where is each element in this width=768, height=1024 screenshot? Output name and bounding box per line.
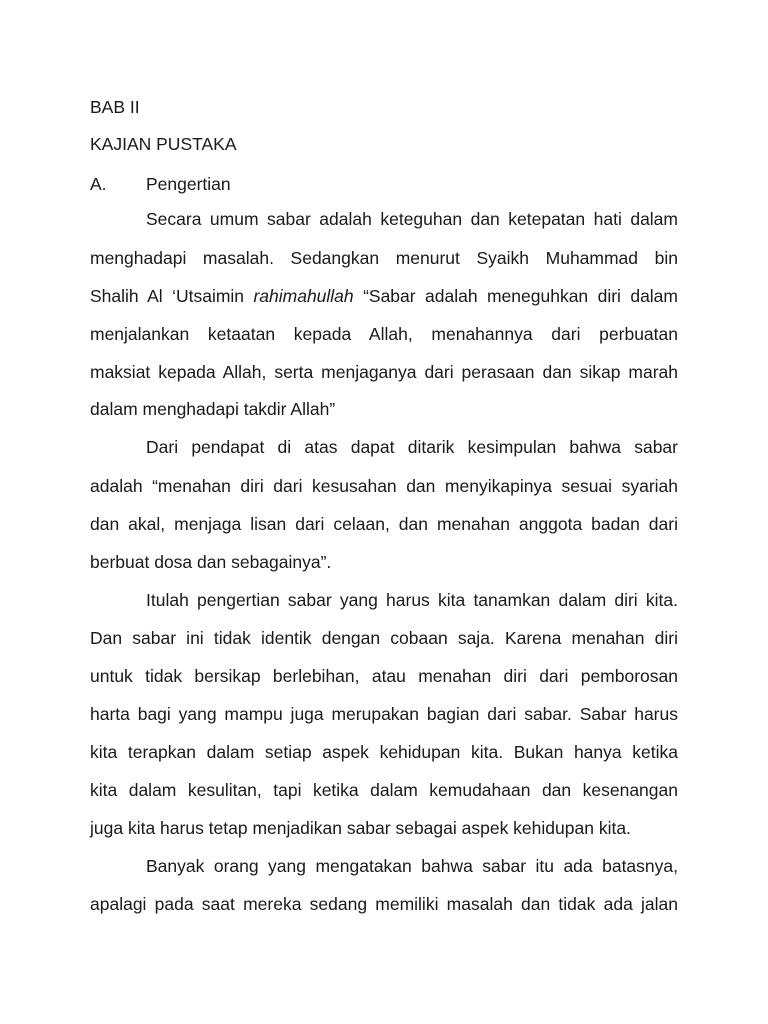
paragraph-1-line-1: Secara umum sabar adalah keteguhan dan ketepatan hati dalam: [146, 209, 678, 229]
paragraph-1-italic-term: rahimahullah: [253, 286, 354, 306]
section-number: A.: [90, 174, 107, 194]
paragraph-1-line-4: menjalankan ketaatan kepada Allah, menahannya dari perbuatan: [90, 324, 678, 344]
paragraph-1-line-3: [90, 285, 678, 307]
paragraph-1-line-5: maksiat kepada Allah, serta menjaganya dari perasaan dan sikap marah: [90, 362, 678, 382]
paragraph-3-line-1: Itulah pengertian sabar yang harus kita tanamkan dalam diri kita.: [146, 590, 678, 610]
paragraph-3-line-7: juga kita harus tetap menjadikan sabar sebagai aspek kehidupan kita.: [90, 818, 631, 838]
paragraph-3-line-3: untuk tidak bersikap berlebihan, atau menahan diri dari pemborosan: [90, 666, 678, 686]
chapter-title: KAJIAN PUSTAKA: [90, 134, 237, 154]
paragraph-3-line-5: kita terapkan dalam setiap aspek kehidupan kita. Bukan hanya ketika: [90, 742, 678, 762]
paragraph-1-line-2: menghadapi masalah. Sedangkan menurut Syaikh Muhammad bin: [90, 248, 678, 268]
paragraph-2-line-3: dan akal, menjaga lisan dari celaan, dan menahan anggota badan dari: [90, 514, 678, 534]
paragraph-4-line-2: apalagi pada saat mereka sedang memiliki masalah dan tidak ada jalan: [90, 894, 678, 914]
paragraph-1-line-3-start: Shalih Al ‘Utsaimin: [90, 286, 254, 306]
paragraph-1-line-6: dalam menghadapi takdir Allah”: [90, 399, 336, 419]
paragraph-2-line-1: Dari pendapat di atas dapat ditarik kesimpulan bahwa sabar: [146, 437, 678, 457]
paragraph-4-line-1: Banyak orang yang mengatakan bahwa sabar itu ada batasnya,: [146, 856, 678, 876]
paragraph-3-line-4: harta bagi yang mampu juga merupakan bagian dari sabar. Sabar harus: [90, 704, 678, 724]
paragraph-3-line-6: kita dalam kesulitan, tapi ketika dalam kemudahaan dan kesenangan: [90, 780, 678, 800]
paragraph-2-line-2: adalah “menahan diri dari kesusahan dan menyikapinya sesuai syariah: [90, 476, 678, 496]
section-title: Pengertian: [146, 174, 231, 194]
paragraph-3-line-2: Dan sabar ini tidak identik dengan cobaan saja. Karena menahan diri: [90, 628, 678, 648]
chapter-heading: BAB II: [90, 97, 140, 117]
paragraph-1-line-3-end: “Sabar adalah meneguhkan diri dalam: [353, 286, 678, 306]
paragraph-2-line-4: berbuat dosa dan sebagainya”.: [90, 552, 332, 572]
